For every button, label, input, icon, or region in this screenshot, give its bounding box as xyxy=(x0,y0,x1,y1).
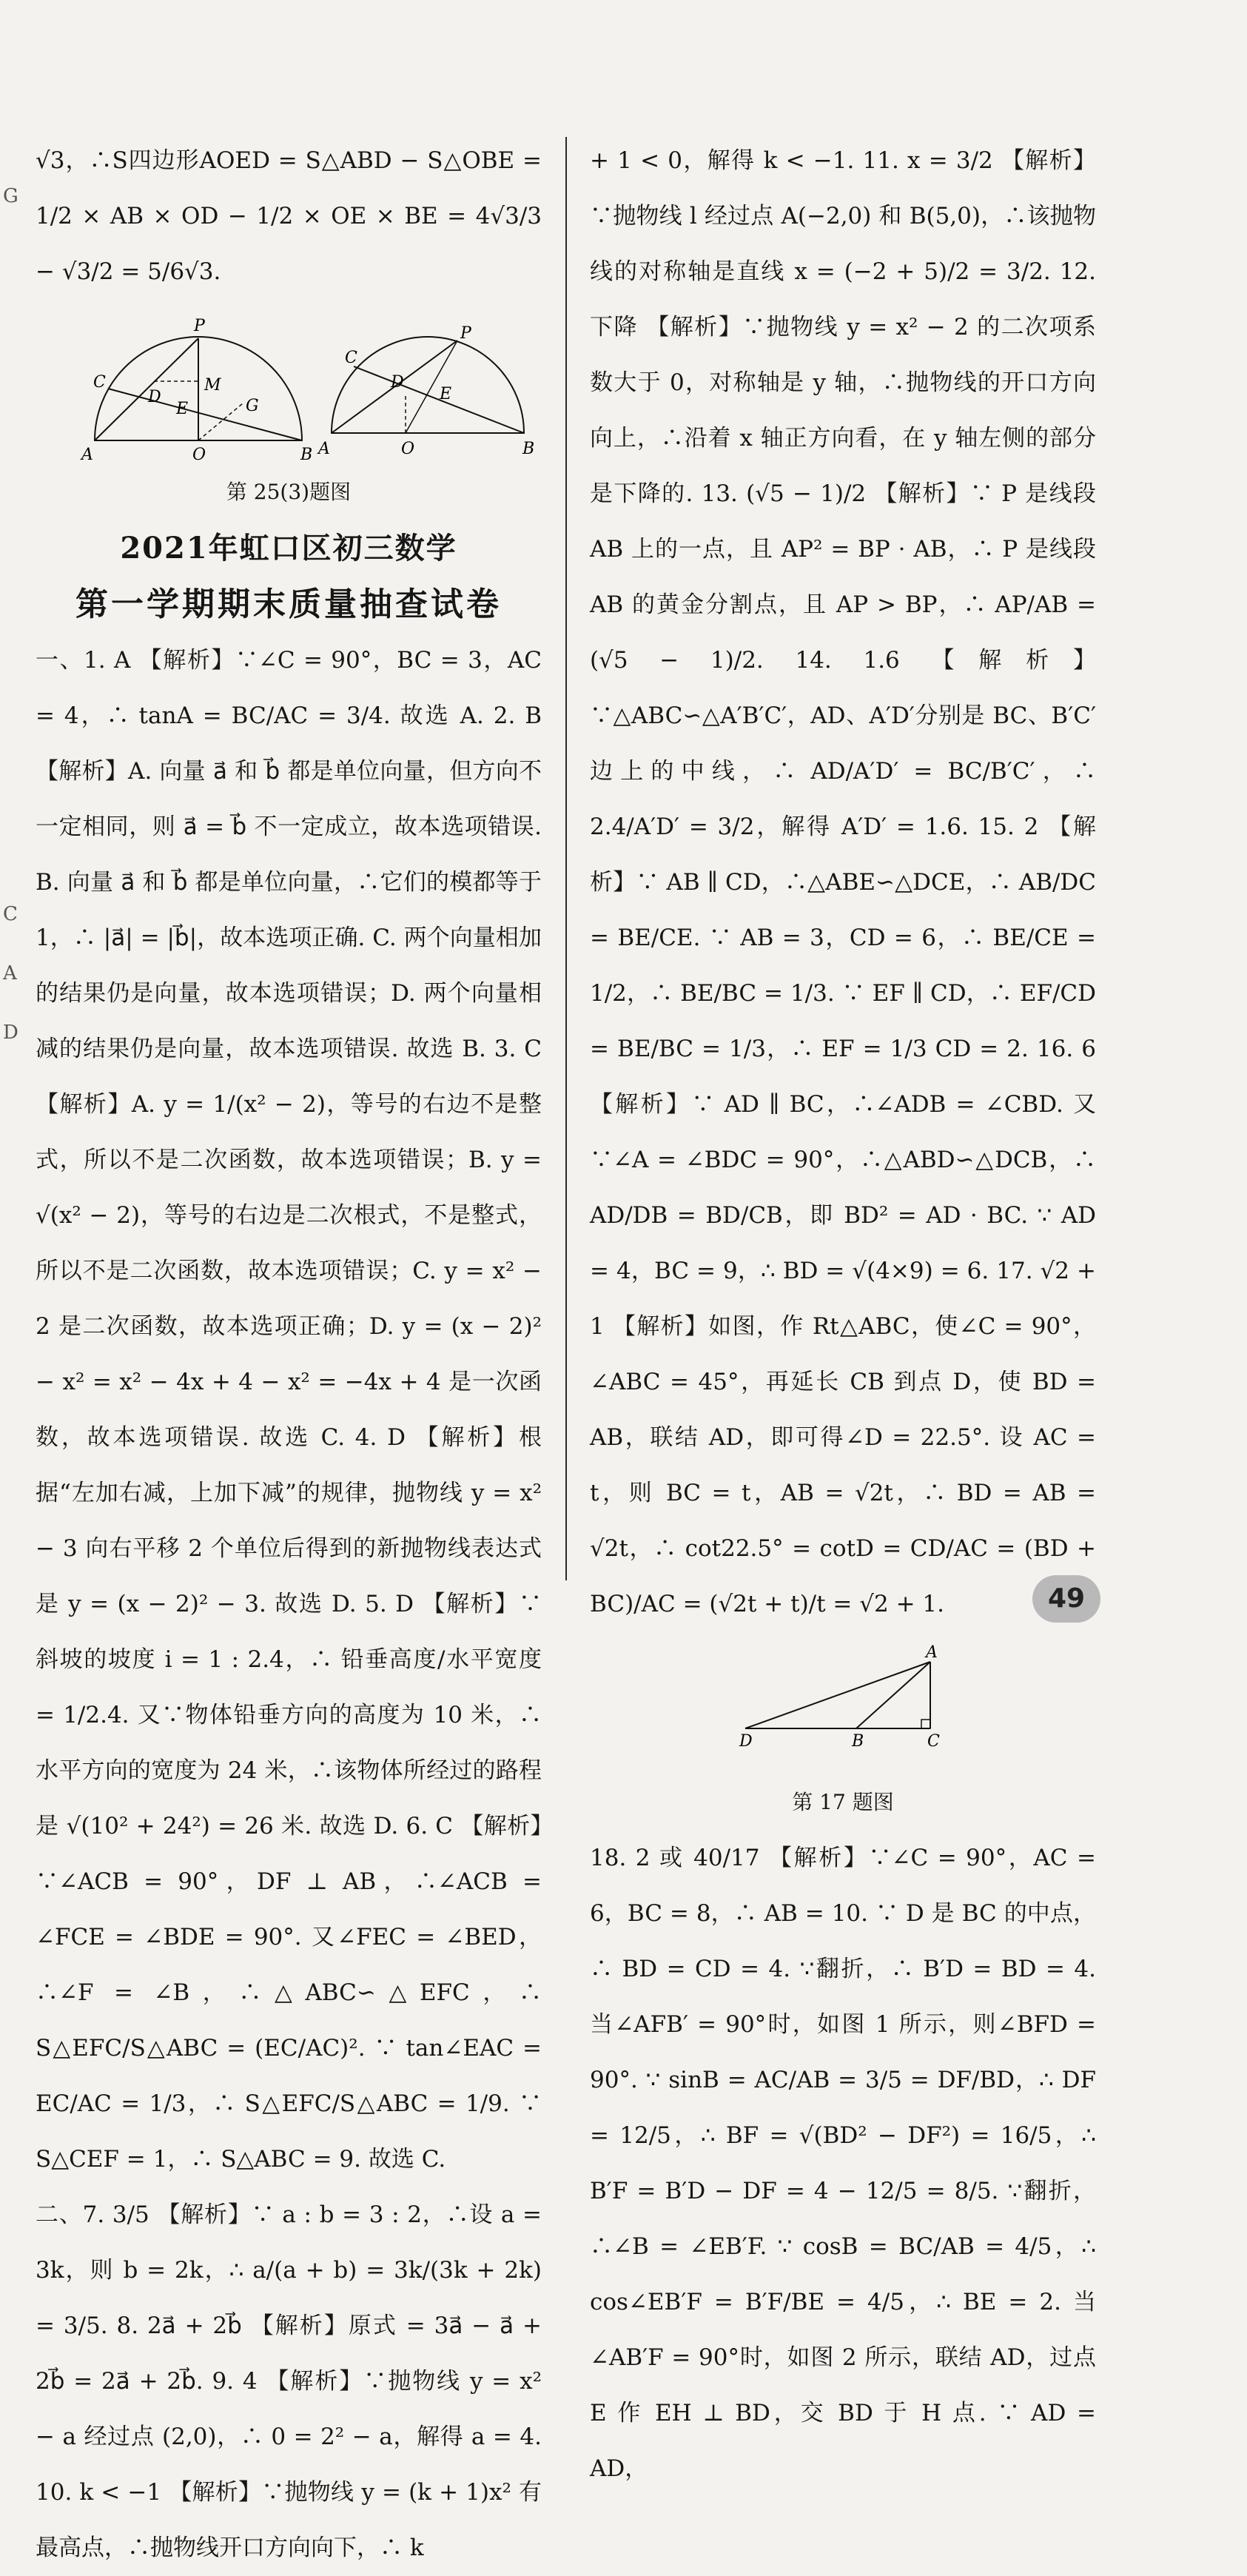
label-E: E xyxy=(176,400,189,418)
exam-title-line-1: 2021年虹口区初三数学 xyxy=(120,531,457,566)
label-P: P xyxy=(460,324,471,343)
figure-17 xyxy=(590,1643,1096,1788)
margin-mark: D xyxy=(3,1022,19,1044)
label-A: A xyxy=(81,446,93,464)
semicircle-figure-2 xyxy=(309,307,546,463)
column-divider xyxy=(565,137,567,1580)
figure-25-3 xyxy=(36,307,542,477)
semicircle-figure-1 xyxy=(65,307,313,464)
label-D: D xyxy=(739,1732,753,1751)
label-B: B xyxy=(522,440,535,458)
answers-part-2: 二、7. 3/5 【解析】∵ a : b = 3 : 2，∴设 a = 3k，则 b = 2k，∴ a/(a + b) = 3k/(3k + 2k) = 3/5. 8. 2a⃗ + 2b⃗ 【解析】原式 = 3a⃗ − a⃗ + 2b⃗ = 2a⃗ + 2b⃗. 9. 4 【解析】∵抛物线 y = x² − a 经过点 (2,0)，∴ 0 = 2² − a，解得 a = 4. 10. k < −1 【解析】∵抛物线 y = (k + 1)x² 有最高点，∴抛物线开口方向向下，∴ k xyxy=(36,2201,542,2561)
margin-mark: A xyxy=(3,962,17,985)
exam-title-line-2: 第一学期期末质量抽查试卷 xyxy=(75,586,502,623)
right-paragraph: + 1 < 0，解得 k < −1. 11. x = 3/2 【解析】∵抛物线 l 经过点 A(−2,0) 和 B(5,0)，∴该抛物线的对称轴是直线 x = (−2 + 5)/2 = 3/2. 12. 下降 【解析】∵抛物线 y = x² − 2 的二次项系数大于 0，对称轴是 y 轴，∴抛物线的开口方向向上，∴沿着 x 轴正方向看，在 y 轴左侧的部分是下降的. 13. (√5 − 1)/2 【解析】∵ P 是线段 AB 上的一点，且 AP² = BP · AB，∴ P 是线段 AB 的黄金分割点，且 AP > BP，∴ AP/AB = (√5 − 1)/2. 14. 1.6 【解析】∵△ABC∽△A′B′C′，AD、A′D′分别是 BC、B′C′边上的中线，∴ AD/A′D′ = BC/B′C′，∴ 2.4/A′D′ = 3/2，解得 A′D′ = 1.6. 15. 2 【解析】∵ AB ∥ CD，∴△ABE∽△DCE，∴ AB/DC = BE/CE. ∵ AB = 3，CD = 6，∴ BE/CE = 1/2，∴ BE/BC = 1/3. ∵ EF ∥ CD，∴ EF/CD = BE/BC = 1/3，∴ EF = 1/3 CD = 2. 16. 6 【解析】∵ AD ∥ BC，∴∠ADB = ∠CBD. 又∵∠A = ∠BDC = 90°，∴△ABD∽△DCB，∴ AD/DB = BD/CB，即 BD² = AD · BC. ∵ AD = 4，BC = 9，∴ BD = √(4×9) = 6. 17. √2 + 1 【解析】如图，作 Rt△ABC，使∠C = 90°，∠ABC = 45°，再延长 CB 到点 D，使 BD = AB，联结 AD，即可得∠D = 22.5°. 设 AC = t，则 BC = t，AB = √2t，∴ BD = AB = √2t，∴ cot22.5° = cotD = CD/AC = (BD + BC)/AC = (√2t + t)/t = √2 + 1. xyxy=(590,147,1096,1617)
label-D: D xyxy=(391,373,404,392)
label-B: B xyxy=(300,446,313,464)
left-column xyxy=(36,133,542,2576)
figure-caption: 第 25(3)题图 xyxy=(226,480,352,504)
answers-part-1: 一、1. A 【解析】∵∠C = 90°，BC = 3，AC = 4，∴ tanA = BC/AC = 3/4. 故选 A. 2. B 【解析】A. 向量 a⃗ 和 b⃗ 都是单位向量，但方向不一定相同，则 a⃗ = b⃗ 不一定成立，故本选项错误. B. 向量 a⃗ 和 b⃗ 都是单位向量，∴它们的模都等于 1，∴ |a⃗| = |b⃗|，故本选项正确. C. 两个向量相加的结果仍是向量，故本选项错误；D. 两个向量相减的结果仍是向量，故本选项错误. 故选 B. 3. C 【解析】A. y = 1/(x² − 2)，等号的右边不是整式，所以不是二次函数，故本选项错误；B. y = √(x² − 2)，等号的右边是二次根式，不是整式，所以不是二次函数，故本选项错误；C. y = x² − 2 是二次函数，故本选项正确；D. y = (x − 2)² − x² = x² − 4x + 4 − x² = −4x + 4 是一次函数，故本选项错误. 故选 C. 4. D 【解析】根据“左加右减，上加下减”的规律，抛物线 y = x² − 3 向右平移 2 个单位后得到的新抛物线表达式是 y = (x − 2)² − 3. 故选 D. 5. D 【解析】∵斜坡的坡度 i = 1 : 2.4，∴ 铅垂高度/水平宽度 = 1/2.4. 又∵物体铅垂方向的高度为 10 米，∴水平方向的宽度为 24 米，∴该物体所经过的路程是 √(10² + 24²) = 26 米. 故选 D. 6. C 【解析】∵∠ACB = 90°，DF ⊥ AB，∴∠ACB = ∠FCE = ∠BDE = 90°. 又∠FEC = ∠BED，∴∠F = ∠B，∴△ABC∽△EFC，∴ S△EFC/S△ABC = (EC/AC)². ∵ tan∠EAC = EC/AC = 1/3，∴ S△EFC/S△ABC = 1/9. ∵ S△CEF = 1，∴ S△ABC = 9. 故选 C. xyxy=(36,647,542,2173)
label-B: B xyxy=(852,1732,864,1751)
label-A: A xyxy=(926,1643,938,1662)
left-paragraph: √3，∴S四边形AOED = S△ABD − S△OBE = 1/2 × AB × OD − 1/2 × OE × BE = 4√3/3 − √3/2 = 5/6√3. xyxy=(36,147,542,285)
label-A: A xyxy=(318,440,330,458)
margin-mark: C xyxy=(3,903,18,925)
label-D: D xyxy=(148,388,161,406)
page-number: 49 xyxy=(1032,1575,1100,1623)
answers-part-3: 18. 2 或 40/17 【解析】∵∠C = 90°，AC = 6，BC = 8，∴ AB = 10. ∵ D 是 BC 的中点，∴ BD = CD = 4. ∵翻折，∴ B′D = BD = 4. 当∠AFB′ = 90°时，如图 1 所示，则∠BFD = 90°. ∵ sinB = AC/AB = 3/5 = DF/BD，∴ DF = 12/5，∴ BF = √(BD² − DF²) = 16/5，∴ B′F = B′D − DF = 4 − 12/5 = 8/5. ∵翻折，∴∠B = ∠EB′F. ∵ cosB = BC/AB = 4/5，∴ cos∠EB′F = B′F/BE = 4/5，∴ BE = 2. 当∠AB′F = 90°时，如图 2 所示，联结 AD，过点 E 作 EH ⊥ BD，交 BD 于 H 点. ∵ AD = AD， xyxy=(590,1845,1096,2482)
triangle-figure xyxy=(730,1643,952,1751)
label-C: C xyxy=(927,1732,940,1751)
label-C: C xyxy=(345,349,357,367)
label-C: C xyxy=(93,373,106,392)
label-O: O xyxy=(192,446,206,464)
label-O: O xyxy=(401,440,415,458)
label-E: E xyxy=(440,385,452,403)
label-G: G xyxy=(246,397,259,415)
figure-caption: 第 17 题图 xyxy=(792,1790,894,1814)
right-column xyxy=(590,133,1096,2497)
margin-mark: G xyxy=(3,185,19,207)
label-M: M xyxy=(204,376,221,395)
label-P: P xyxy=(194,317,205,335)
